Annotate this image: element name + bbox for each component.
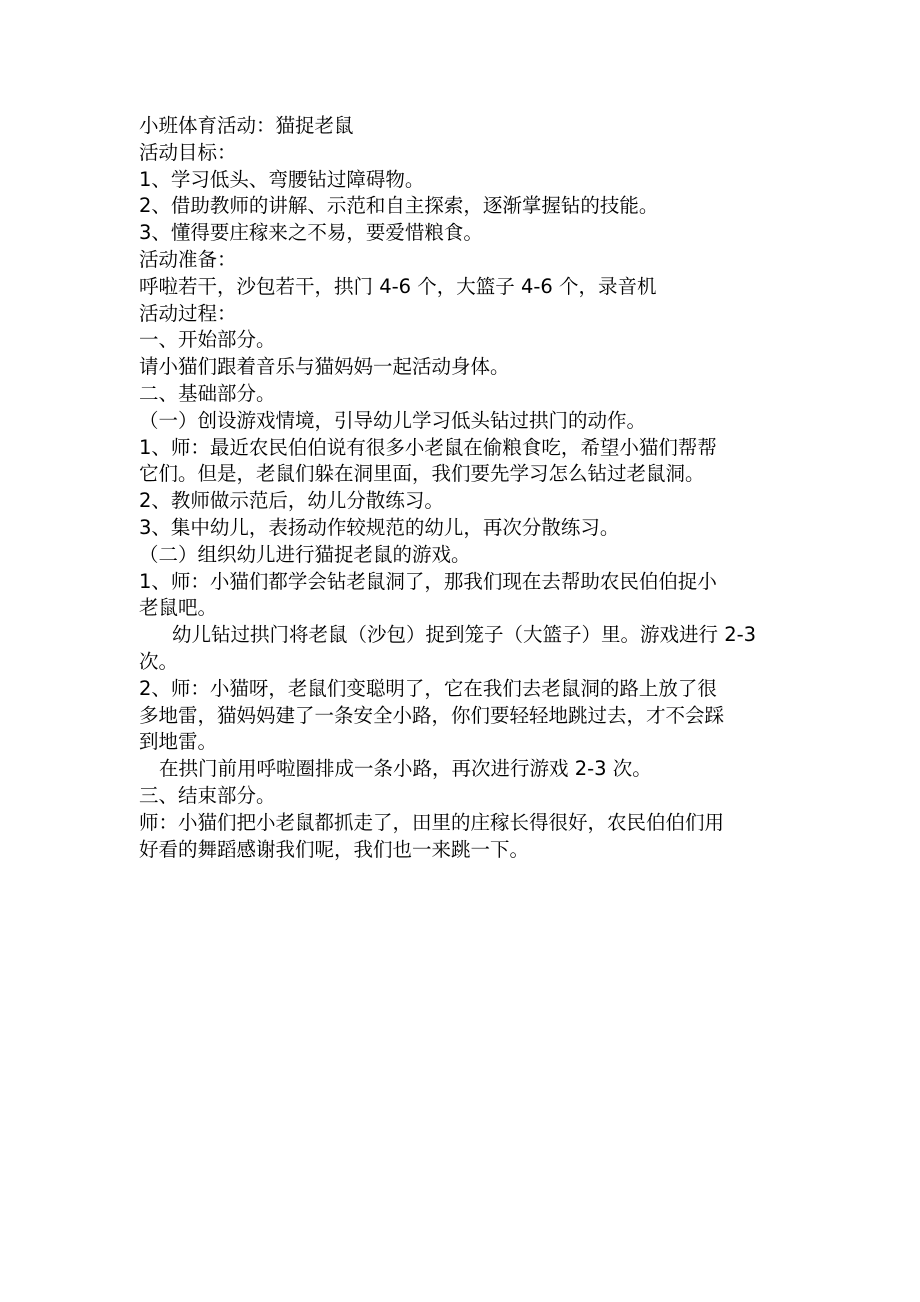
section1-item3: 3、集中幼儿，表扬动作较规范的幼儿，再次分散练习。 xyxy=(139,515,620,539)
section2-item2-line2: 多地雷，猫妈妈建了一条安全小路，你们要轻轻地跳过去，才不会踩 xyxy=(139,703,725,727)
section2-para2: 在拱门前用呼啦圈排成一条小路，再次进行游戏 2-3 次。 xyxy=(159,757,652,781)
process-heading: 活动过程： xyxy=(139,301,237,325)
section1-item1-line2: 它们。但是，老鼠们躲在洞里面，我们要先学习怎么钻过老鼠洞。 xyxy=(139,462,705,486)
part3-line2: 好看的舞蹈感谢我们呢，我们也一来跳一下。 xyxy=(139,837,530,861)
goal-item: 1、学习低头、弯腰钻过障碍物。 xyxy=(139,167,425,191)
section2-item1-line2: 老鼠吧。 xyxy=(139,596,218,620)
document-title: 小班体育活动：猫捉老鼠 xyxy=(139,114,354,137)
section1-item2: 2、教师做示范后，幼儿分散练习。 xyxy=(139,489,444,513)
section2-para1-line1: 幼儿钻过拱门将老鼠（沙包）捉到笼子（大篮子）里。游戏进行 2-3 xyxy=(172,623,757,647)
section2-item1-line1: 1、师：小猫们都学会钻老鼠洞了，那我们现在去帮助农民伯伯捉小 xyxy=(139,569,717,593)
part1-text: 请小猫们跟着音乐与猫妈妈一起活动身体。 xyxy=(139,355,510,379)
part3-heading: 三、结束部分。 xyxy=(139,783,276,807)
part3-line1: 师：小猫们把小老鼠都抓走了，田里的庄稼长得很好，农民伯伯们用 xyxy=(139,810,725,834)
goal-item: 3、懂得要庄稼来之不易，要爱惜粮食。 xyxy=(139,221,483,245)
part2-heading: 二、基础部分。 xyxy=(139,381,276,405)
section1-heading: （一）创设游戏情境，引导幼儿学习低头钻过拱门的动作。 xyxy=(139,408,647,432)
section2-para1-line2: 次。 xyxy=(139,649,179,673)
section2-item2-line1: 2、师：小猫呀，老鼠们变聪明了，它在我们去老鼠洞的路上放了很 xyxy=(139,676,717,700)
goals-heading: 活动目标： xyxy=(139,140,237,164)
section2-heading: （二）组织幼儿进行猫捉老鼠的游戏。 xyxy=(139,542,471,566)
section1-item1-line1: 1、师：最近农民伯伯说有很多小老鼠在偷粮食吃，希望小猫们帮帮 xyxy=(139,435,717,459)
document-body xyxy=(139,113,789,863)
goal-item: 2、借助教师的讲解、示范和自主探索，逐渐掌握钻的技能。 xyxy=(139,194,659,218)
section2-item2-line3: 到地雷。 xyxy=(139,730,218,754)
prep-heading: 活动准备： xyxy=(139,247,237,271)
prep-text: 呼啦若干，沙包若干，拱门 4-6 个，大篮子 4-6 个，录音机 xyxy=(139,274,657,298)
part1-heading: 一、开始部分。 xyxy=(139,328,276,352)
